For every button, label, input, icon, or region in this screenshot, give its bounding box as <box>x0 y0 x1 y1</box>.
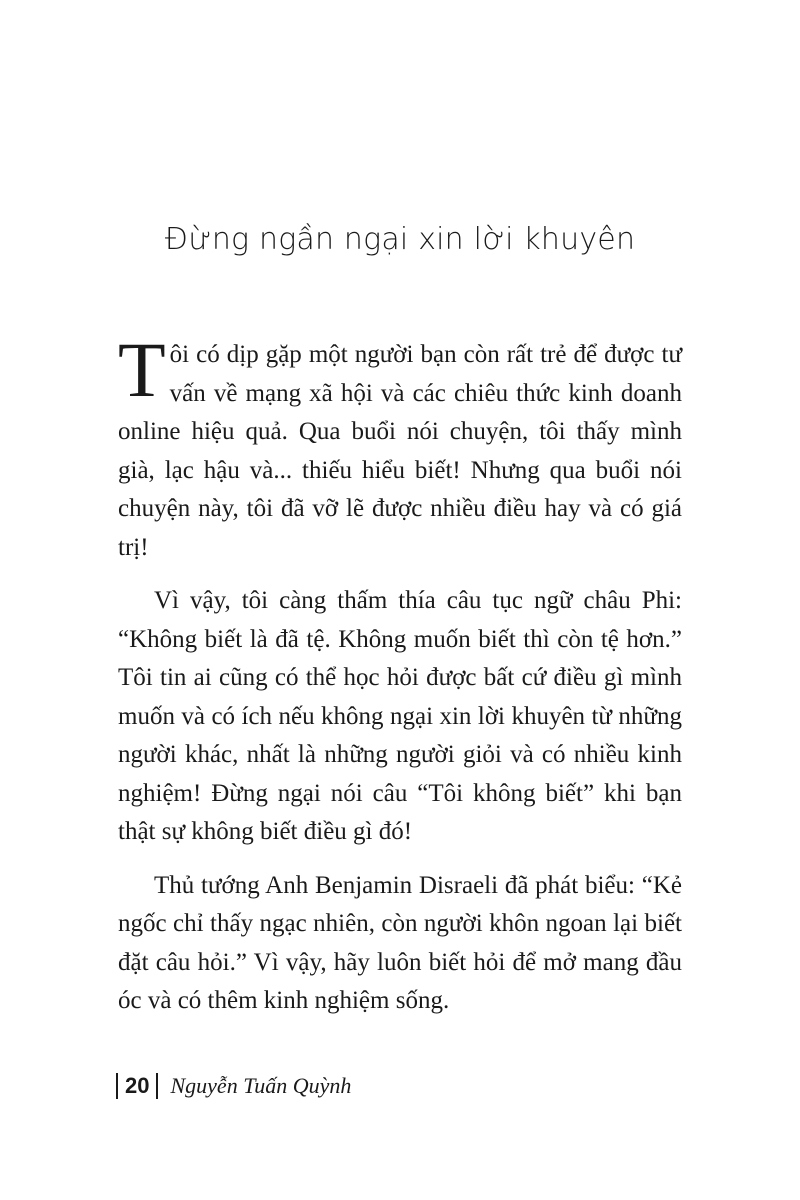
paragraph-1-text: ôi có dịp gặp một người bạn còn rất trẻ để được tư vấn về mạng xã hội và các chiêu thức kinh doanh online hiệu quả. Qua buổi nói chuyện, tôi thấy mình già, lạc hậu và... thiếu hiểu biết! Nhưng qua buổi nói chuyện này, tôi đã vỡ lẽ được nhiều điều hay và có giá trị! <box>118 341 682 561</box>
chapter-title: Đừng ngần ngại xin lời khuyên <box>164 222 636 257</box>
author-name: Nguyễn Tuấn Quỳnh <box>170 1073 352 1098</box>
footer-divider-left <box>116 1073 118 1099</box>
page-footer <box>116 1070 351 1102</box>
page-number: 20 <box>125 1073 150 1098</box>
footer-divider-right <box>156 1073 158 1099</box>
drop-cap: T <box>118 326 166 413</box>
paragraph-3: Thủ tướng Anh Benjamin Disraeli đã phát biểu: “Kẻ ngốc chỉ thấy ngạc nhiên, còn người khôn ngoan lại biết đặt câu hỏi.” Vì vậy, hãy luôn biết hỏi để mở mang đầu óc và có thêm kinh nghiệm sống. <box>118 871 682 1014</box>
body-text <box>118 326 682 1036</box>
paragraph-1 <box>118 326 682 567</box>
paragraph-2: Vì vậy, tôi càng thấm thía câu tục ngữ châu Phi: “Không biết là đã tệ. Không muốn biết thì còn tệ hơn.” Tôi tin ai cũng có thể học hỏi được bất cứ điều gì mình muốn và có ích nếu không ngại xin lời khuyên từ những người khác, nhất là những người giỏi và có nhiều kinh nghiệm! Đừng ngại nói câu “Tôi không biết” khi bạn thật sự không biết điều gì đó! <box>118 587 682 845</box>
